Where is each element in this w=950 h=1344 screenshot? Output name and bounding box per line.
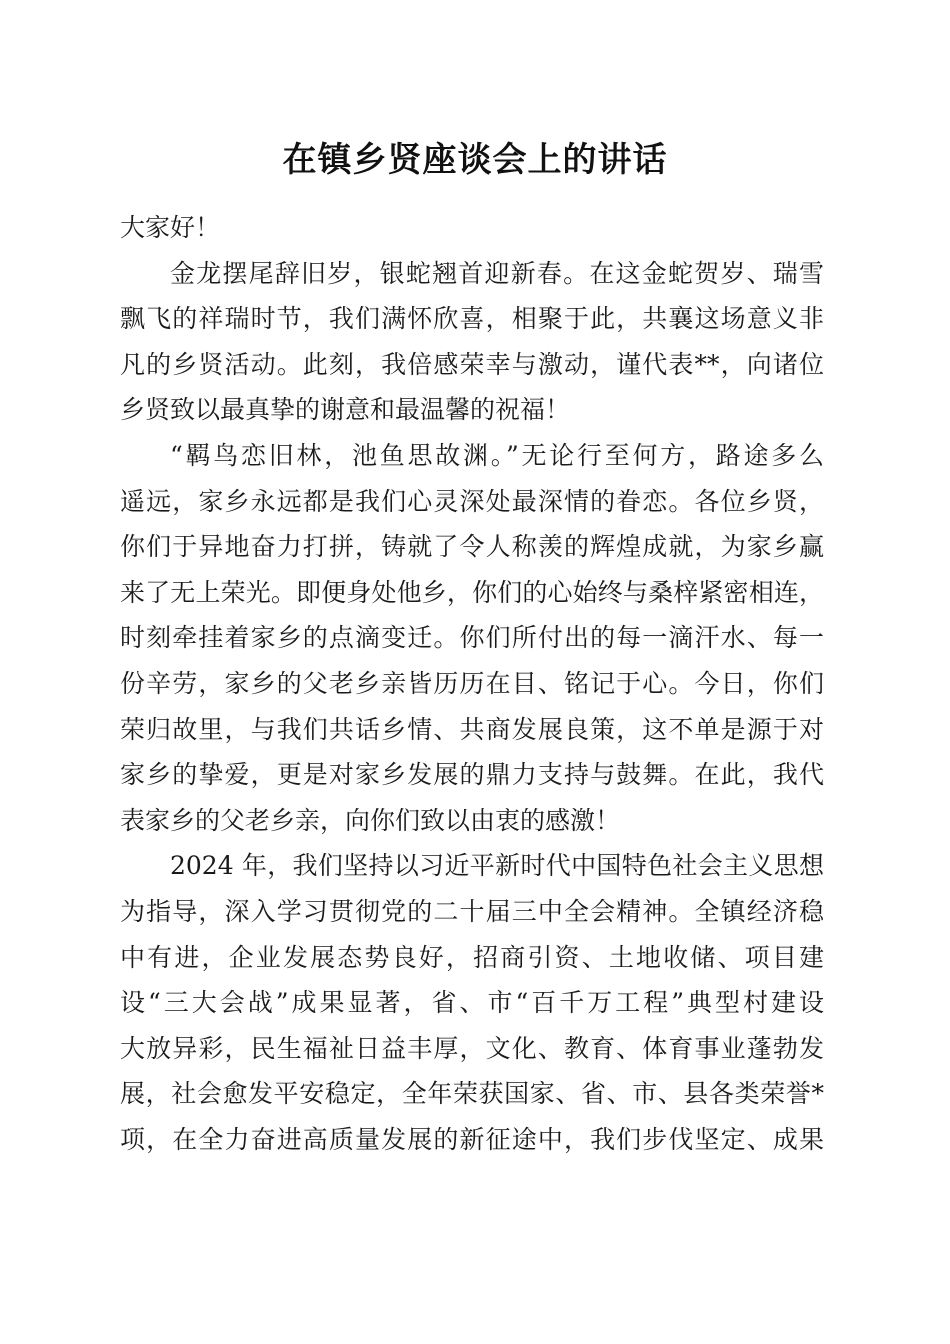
text-line: 金龙摆尾辞旧岁，银蛇翘首迎新春。在这金蛇贺岁、瑞雪 — [170, 258, 824, 288]
text-line: 设“三大会战”成果显著，省、市“百千万工程”典型村建设 — [120, 988, 824, 1018]
text-line: 份辛劳，家乡的父老乡亲皆历历在目、铭记于心。今日，你们 — [120, 668, 824, 698]
text-line: 中有进，企业发展态势良好，招商引资、土地收储、项目建 — [120, 942, 824, 972]
text-line: 项，在全力奋进高质量发展的新征途中，我们步伐坚定、成果 — [120, 1124, 824, 1154]
text-line: 家乡的挚爱，更是对家乡发展的鼎力支持与鼓舞。在此，我代 — [120, 760, 824, 790]
text-line: 展，社会愈发平安稳定，全年荣获国家、省、市、县各类荣誉* — [120, 1079, 824, 1109]
text-line: 乡贤致以最真挚的谢意和最温馨的祝福！ — [120, 395, 571, 425]
text-line: 遥远，家乡永远都是我们心灵深处最深情的眷恋。各位乡贤， — [120, 486, 824, 516]
text-line: 凡的乡贤活动。此刻，我倍感荣幸与激动，谨代表**，向诸位 — [120, 349, 824, 379]
text-line: 2024 年，我们坚持以习近平新时代中国特色社会主义思想 — [170, 851, 824, 881]
page-title: 在镇乡贤座谈会上的讲话 — [282, 140, 668, 180]
text-line: 飘飞的祥瑞时节，我们满怀欣喜，相聚于此，共襄这场意义非 — [120, 304, 824, 334]
text-line: 为指导，深入学习贯彻党的二十届三中全会精神。全镇经济稳 — [120, 896, 824, 926]
text-line: “羁鸟恋旧林，池鱼思故渊。”无论行至何方，路途多么 — [170, 440, 824, 470]
text-line: 你们于异地奋力打拼，铸就了令人称羡的辉煌成就，为家乡赢 — [120, 532, 824, 562]
text-line: 时刻牵挂着家乡的点滴变迁。你们所付出的每一滴汗水、每一 — [120, 623, 824, 653]
text-line: 表家乡的父老乡亲，向你们致以由衷的感激！ — [120, 805, 621, 835]
text-line: 荣归故里，与我们共话乡情、共商发展良策，这不单是源于对 — [120, 714, 824, 744]
text-line: 大放异彩，民生福祉日益丰厚，文化、教育、体育事业蓬勃发 — [120, 1033, 824, 1063]
text-line: 大家好！ — [120, 213, 221, 242]
speech-body — [120, 205, 824, 1162]
text-line: 来了无上荣光。即便身处他乡，你们的心始终与桑梓紧密相连， — [120, 577, 824, 607]
